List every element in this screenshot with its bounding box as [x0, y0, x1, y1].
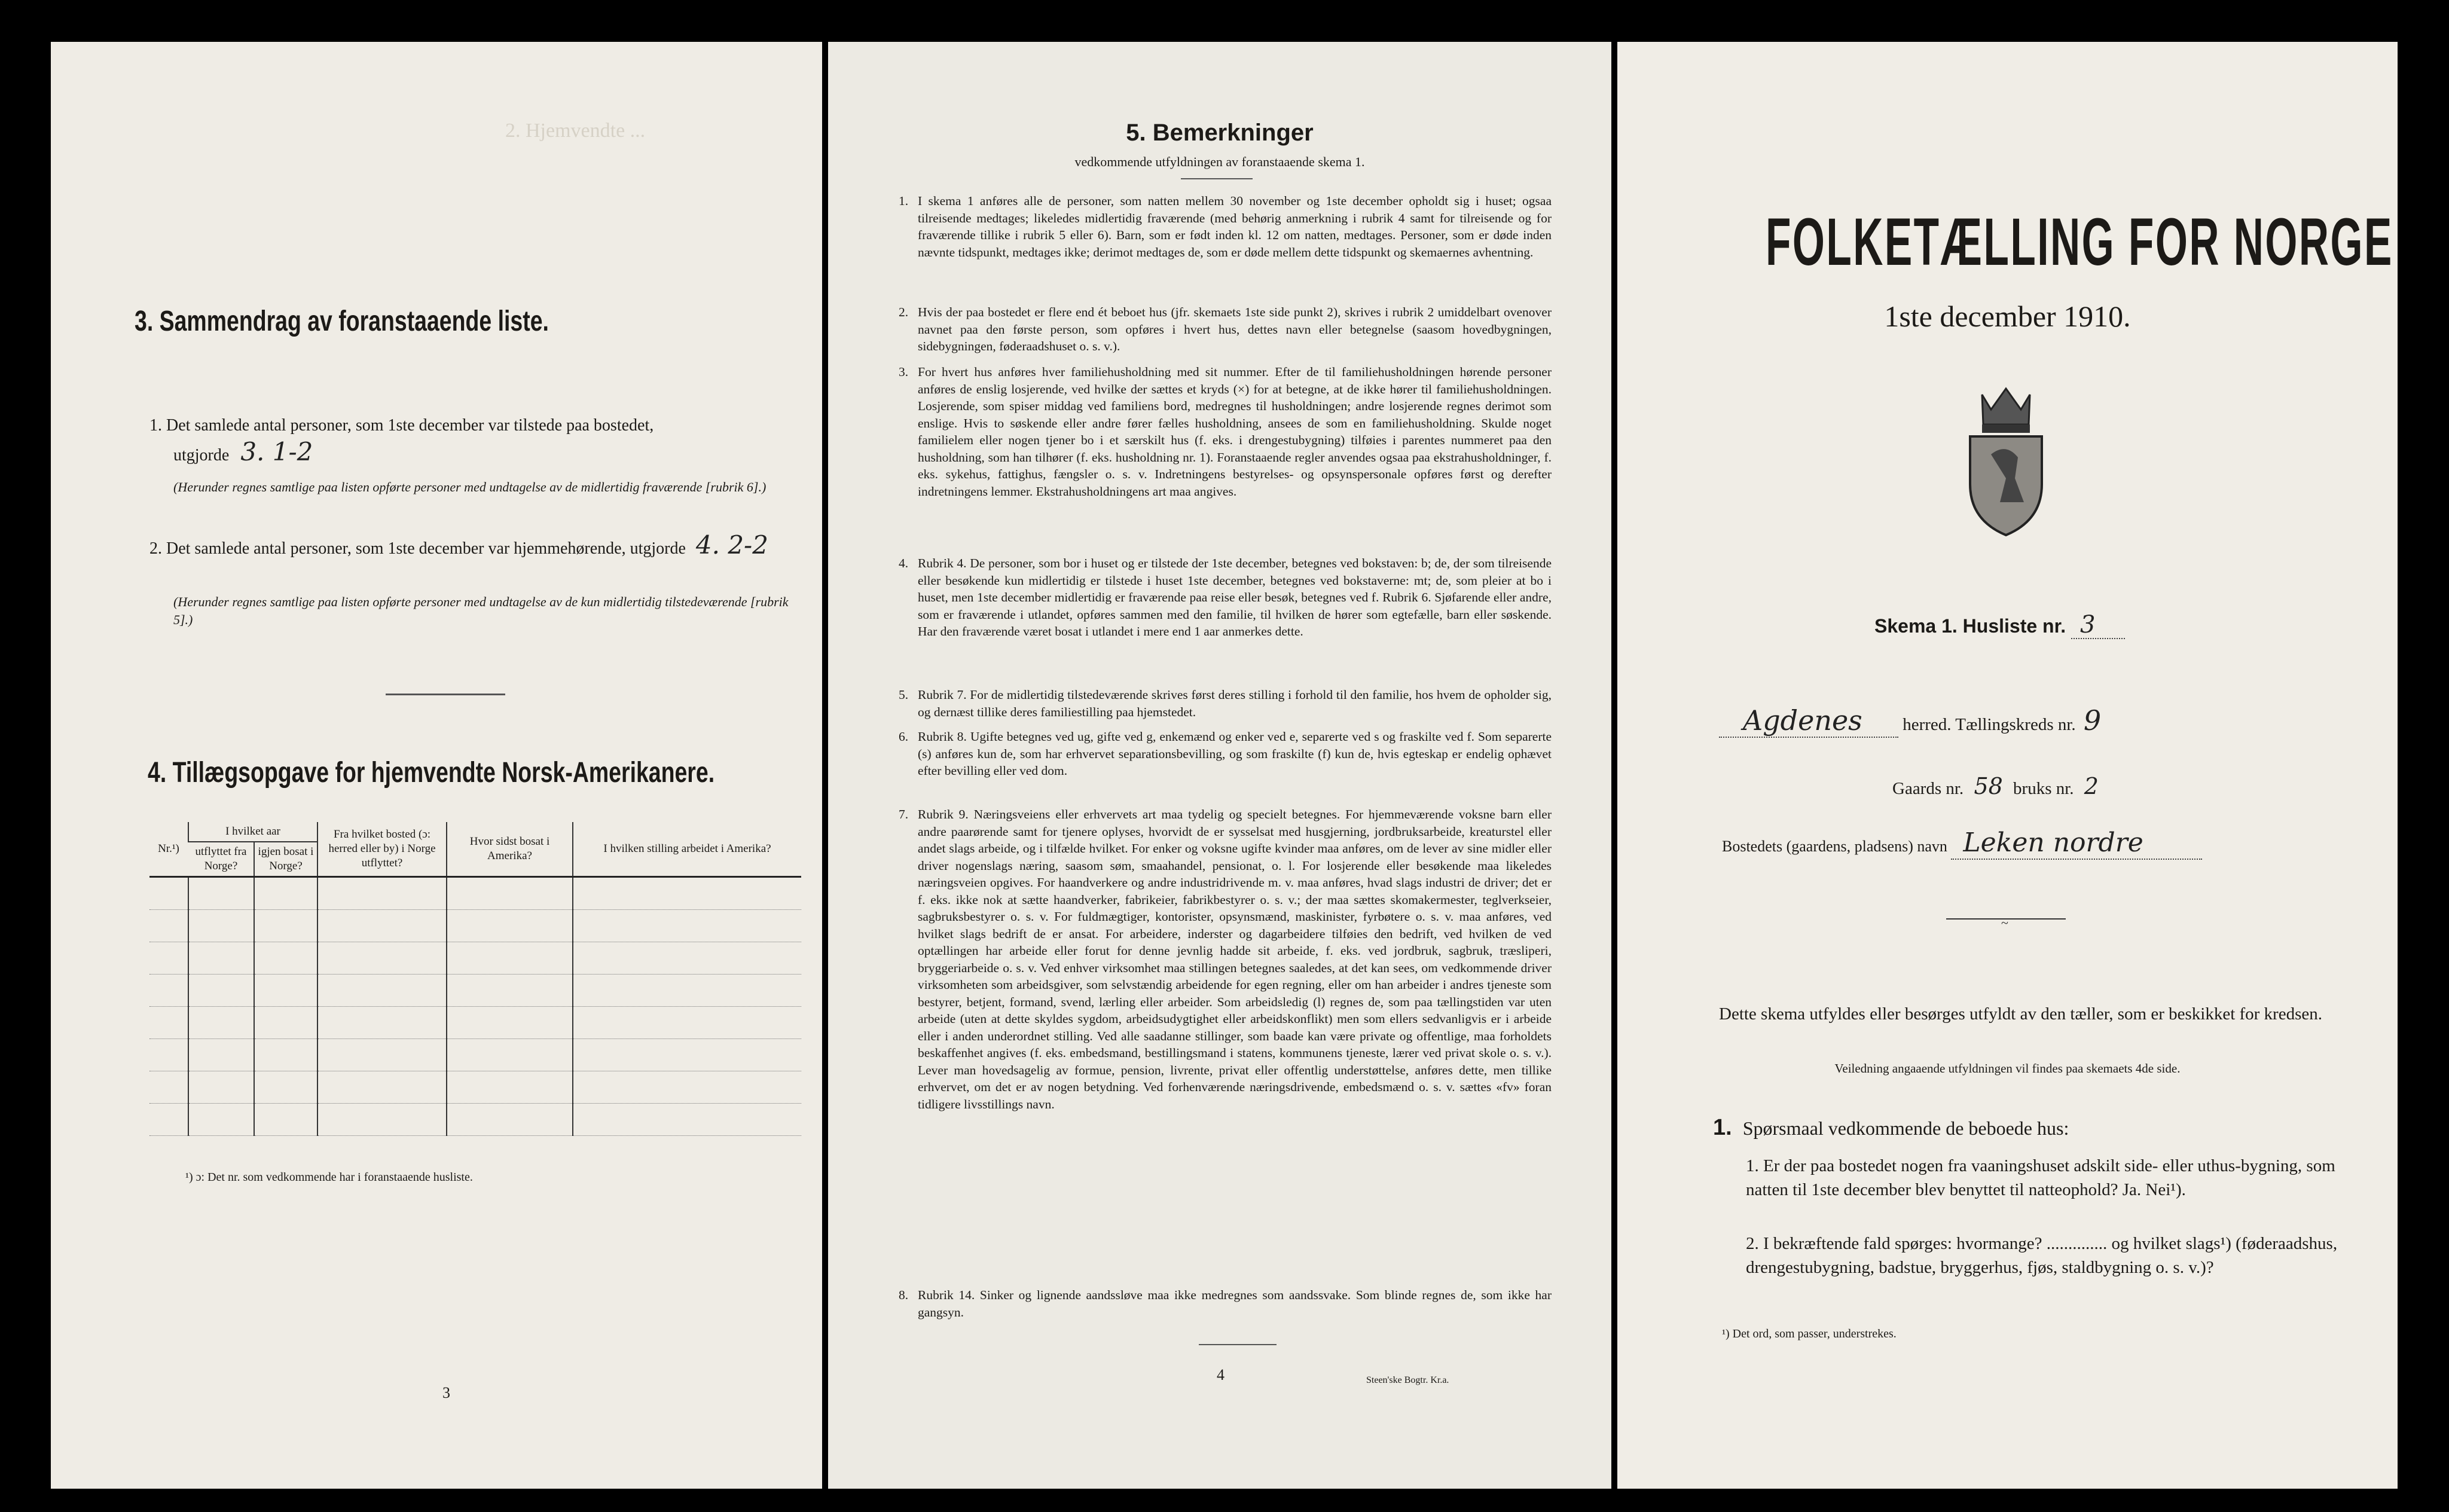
- page-4-bemerkninger: [828, 42, 1611, 1489]
- remark-item-7: 7. Rubrik 9. Næringsveiens eller erhvervets art maa tydelig og specielt betegnes. For hjemmeværende voksne barn eller andre paarørende samt for tjenere oplyses, hvorvidt de er sysselsat med husgjerning, jordbruksarbeide, kreaturstel eller andet slags arbeide, og i tilfælde hvilket. For enker og voksne ugifte kvinder maa anføres, om de lever av sine midler eller driver nogenslags næring, saasom søm, smaahandel, pensionat, o. l. For losjerende eller besøkende maa likeledes næringsveien opgives. For haandverkere og andre industridrivende m. v. maa anføres, hvad slags industri de driver; det er f. eks. ikke nok at sætte haandverker, fabrikeier, fabrikbestyrer o. s. v.; der maa sættes skomakermester, teglverkseier, sagbruksbestyrer o. s. v. For fuldmægtiger, kontorister, opsynsmænd, maskinister, fyrbøtere o. s. v. maa anføres, ved hvilket slags bedrift de er ansat. For arbeidere, inderster og dagarbeidere tilføies den bedrift, ved hvilken de ved optællingen har arbeide eller forut for denne jevnlig hadde sit arbeide, f. eks. ved jordbruk, sagbruk, træsliperi, bryggeriarbeide o. s. v. Ved enhver virksomhet maa stillingen betegnes saaledes, at det kan sees, om vedkommende driver virksomheten som arbeidsgiver, som selvstændig arbeidende for egen regning, eller om han arbeider i andres tjeneste som bestyrer, betjent, formand, svend, lærling eller arbeider. Som arbeidsledig (l) regnes de, som paa tællingstiden var uten arbeide (uten at dette skyldes sygdom, arbeidsudygtighet eller arbeidskonflikt) men som ellers sedvanligvis er i arbeide eller i anden underordnet stilling. Ved alle saadanne stillinger, som baade kan være private og offentlige, maa forholdets beskaffenhet angives (f. eks. embedsmand, bestillingsmand i statens, kommunens tjeneste, lærer ved privat skole o. s. v.). Lever man hovedsagelig av formue, pension, livrente, privat eller offentlig understøttelse, anføres dette, men tillike erhvervet, om det er av nogen betydning. Ved forhenværende næringsdrivende, embedsmænd o. s. v. sættes «fv» foran tidligere livsstillings navn.: [899, 807, 1552, 1111]
- section-3-title: 3. Sammendrag av foranstaaende liste.: [135, 306, 549, 337]
- herred-handwritten: Agdenes: [1743, 704, 1862, 737]
- table-row: [149, 1007, 801, 1039]
- col-fra-bosted: Fra hvilket bosted (ɔ: herred eller by) i Norge utflyttet?: [317, 822, 447, 877]
- col-sidst-bosat: Hvor sidst bosat i Amerika?: [447, 822, 573, 877]
- ornament-divider: [1946, 912, 2066, 930]
- question-2: 2. I bekræftende fald spørges: hvormange? .............. og hvilket slags¹) (føderaadshus, drengestubygning, badstue, bryggerhus, fjøs, staldbygning o. s. v.)?: [1746, 1234, 2338, 1277]
- item-1-note: (Herunder regnes samtlige paa listen opførte personer med undtagelse av de midlertidig fraværende [rubrik 6].): [173, 479, 767, 494]
- herred-line: Agdenes herred. Tællingskreds nr. 9: [1719, 708, 2101, 738]
- col-nr: Nr.¹): [158, 842, 179, 855]
- census-title: FOLKETÆLLING FOR NORGE: [1765, 204, 2393, 279]
- page-3-sammendrag: [51, 42, 822, 1489]
- info-text: Dette skema utfyldes eller besørges utfyldt av den tæller, som er beskikket for kredsen.: [1719, 1004, 2322, 1024]
- page-1-cover: [1617, 42, 2398, 1489]
- remark-item-1: 1. I skema 1 anføres alle de personer, som natten mellem 30 november og 1ste december opholdt sig i huset; ogsaa tilreisende medtages; likeledes midlertidig fraværende (med behørig anmerkning i rubrik 4 samt for tilreisende og for fraværende tillike i rubrik 5 eller 6). Barn, som er født inden kl. 12 om natten, medtages. Personer, som er døde inden nævnte tidspunkt, medtages ikke; derimot medtages de, som er døde mellem dette tidspunkt og skemaernes avhentning.: [899, 194, 1552, 259]
- bosted-handwritten: Leken nordre: [1963, 827, 2143, 858]
- census-date: 1ste december 1910.: [1884, 300, 2131, 333]
- kreds-handwritten: 9: [2083, 704, 2102, 737]
- section-3-item-1: [149, 413, 807, 469]
- svg-text:~: ~: [2001, 915, 2008, 930]
- col-igjen-bosat: igjen bosat i Norge?: [254, 842, 317, 877]
- col-hvilket-aar: I hvilket aar: [188, 822, 317, 842]
- remark-item-6: 6. Rubrik 8. Ugifte betegnes ved ug, gifte ved g, enkemænd og enker ved e, separerte ved s og fraskilte ved f. Som separerte (s) anføres kun de, som har erhvervet separationsbevilling, og som fraskilte (f) kun de, hvis egteskap er endelig ophævet efter bevilling eller ved dom.: [899, 729, 1552, 778]
- divider: [386, 694, 505, 695]
- item-2-handwritten-count: 4. 2-2: [695, 530, 768, 560]
- table-row: [149, 1039, 801, 1071]
- faint-bleed-text: 2. Hjemvendte ...: [505, 120, 646, 142]
- gaards-handwritten: 58: [1974, 773, 2003, 799]
- table-row: [149, 910, 801, 942]
- item-2-text: 2. Det samlede antal personer, som 1ste december var hjemmehørende, utgjorde: [149, 539, 686, 558]
- skema-line: Skema 1. Husliste nr. 3: [1874, 613, 2125, 639]
- divider: [1181, 178, 1253, 179]
- printer-imprint: Steen'ske Bogtr. Kr.a.: [1366, 1375, 1449, 1385]
- bosted-line: Bostedets (gaardens, pladsens) navn Leken nordre: [1722, 831, 2202, 860]
- remarks-title: 5. Bemerkninger: [1126, 120, 1314, 146]
- table-row: [149, 975, 801, 1007]
- question-1: 1. Er der paa bostedet nogen fra vaaningshuset adskilt side- eller uthus-bygning, som natten til 1ste december blev benyttet til natteophold? Ja. Nei¹).: [1746, 1156, 2335, 1199]
- col-stilling: I hvilken stilling arbeidet i Amerika?: [573, 822, 801, 877]
- table-row: [149, 1104, 801, 1136]
- remark-item-3: 3. For hvert hus anføres hver familiehusholdning med sit nummer. Efter de til familiehusholdningen hørende personer anføres de enslig losjerende, ved hvilke der sættes et kryds (×) for at betegne, at de ikke hører til familiehusholdningen. Losjerende, som spiser middag ved familiens bord, medregnes til husholdningen; andre losjerende regnes derimot som enslige. Hvis to søskende eller andre fører fælles husholdning, ansees de som en familiehusholdning. Skulde noget familielem eller nogen tjener bo i et særskilt hus (f. eks. i drengestubygning) tilføies i parentes nummeret paa den husholdning, som han tilhører (f. eks. husholdning nr. 1). Foranstaaende regler anvendes ogsaa paa ekstrahusholdninger, f. eks. sykehus, fattighus, fængsler o. s. v. Indretningens bestyrelses- og opsynspersonale opføres først og derefter indretningens lemmer. Ekstrahusholdningens art maa angives.: [899, 365, 1552, 499]
- page-number: 4: [1217, 1366, 1224, 1383]
- section-4-title: 4. Tillægsopgave for hjemvendte Norsk-Amerikanere.: [148, 757, 715, 789]
- husliste-nr-handwritten: 3: [2080, 611, 2096, 639]
- table-row: [149, 877, 801, 910]
- item-1-text: 1. Det samlede antal personer, som 1ste december var tilstede paa bostedet,: [149, 416, 654, 435]
- section-3-item-2: [149, 532, 795, 562]
- remark-item-8: 8. Rubrik 14. Sinker og lignende aandssløve maa ikke medregnes som aandssvake. Som blinde regnes de, som ikke har gangsyn.: [899, 1288, 1552, 1319]
- item-1-handwritten-count: 3. 1-2: [240, 437, 313, 466]
- col-utflyttet: utflyttet fra Norge?: [188, 842, 254, 877]
- question-heading: 1. Spørsmaal vedkommende de beboede hus:: [1713, 1115, 2069, 1140]
- info-small: Veiledning angaaende utfyldningen vil findes paa skemaets 4de side.: [1834, 1061, 2181, 1076]
- remark-item-4: 4. Rubrik 4. De personer, som bor i huset og er tilstede der 1ste december, betegnes ved bokstaven: b; de, der som tilreisende eller besøkende kun midlertidig er tilstede i huset 1ste december, betegnes ved bokstaverne: mt; de, som pleier at bo i huset, men 1ste december midlertidig er fraværende paa reise eller besøk, betegnes ved f. Rubrik 6. Sjøfarende eller andre, som er fraværende i utlandet, opføres sammen med den familie, til hvilken de hører som egtefælle, barn eller søskende. Har den fraværende været bosat i utlandet i mere end 1 aar anmerkes dette.: [899, 556, 1552, 639]
- table-row: [149, 942, 801, 975]
- utgjorde-label: utgjorde: [173, 446, 230, 465]
- footnote: ¹) Det ord, som passer, understrekes.: [1722, 1327, 1897, 1340]
- table-footnote: ¹) ɔ: Det nr. som vedkommende har i foranstaaende husliste.: [185, 1171, 473, 1184]
- gaards-line: Gaards nr. 58 bruks nr. 2: [1892, 773, 2099, 799]
- table-row: [149, 1071, 801, 1104]
- remark-item-5: 5. Rubrik 7. For de midlertidig tilstedeværende skrives først deres stilling i forhold til den familie, hos hvem de opholder sig, og dernæst tillike deres familiestilling paa hjemstedet.: [899, 688, 1552, 719]
- bruks-handwritten: 2: [2084, 773, 2099, 799]
- remarks-subtitle: vedkommende utfyldningen av foranstaaende skema 1.: [1074, 154, 1365, 169]
- coat-of-arms-icon: [1958, 383, 2054, 538]
- remark-item-2: 2. Hvis der paa bostedet er flere end ét beboet hus (jfr. skemaets 1ste side punkt 2), skrives i rubrik 2 umiddelbart ovenover navnet paa den første person, som opføres i hvert hus, dettes navn eller betegnelse (saasom hovedbygningen, sidebygningen, føderaadshuset o. s. v.).: [899, 305, 1552, 353]
- norsk-amerikanere-table: [149, 822, 801, 1136]
- page-number: 3: [442, 1384, 450, 1401]
- item-2-note: (Herunder regnes samtlige paa listen opførte personer med undtagelse av de kun midlertidig tilstedeværende [rubrik 5].): [173, 594, 789, 627]
- divider: [1199, 1344, 1277, 1345]
